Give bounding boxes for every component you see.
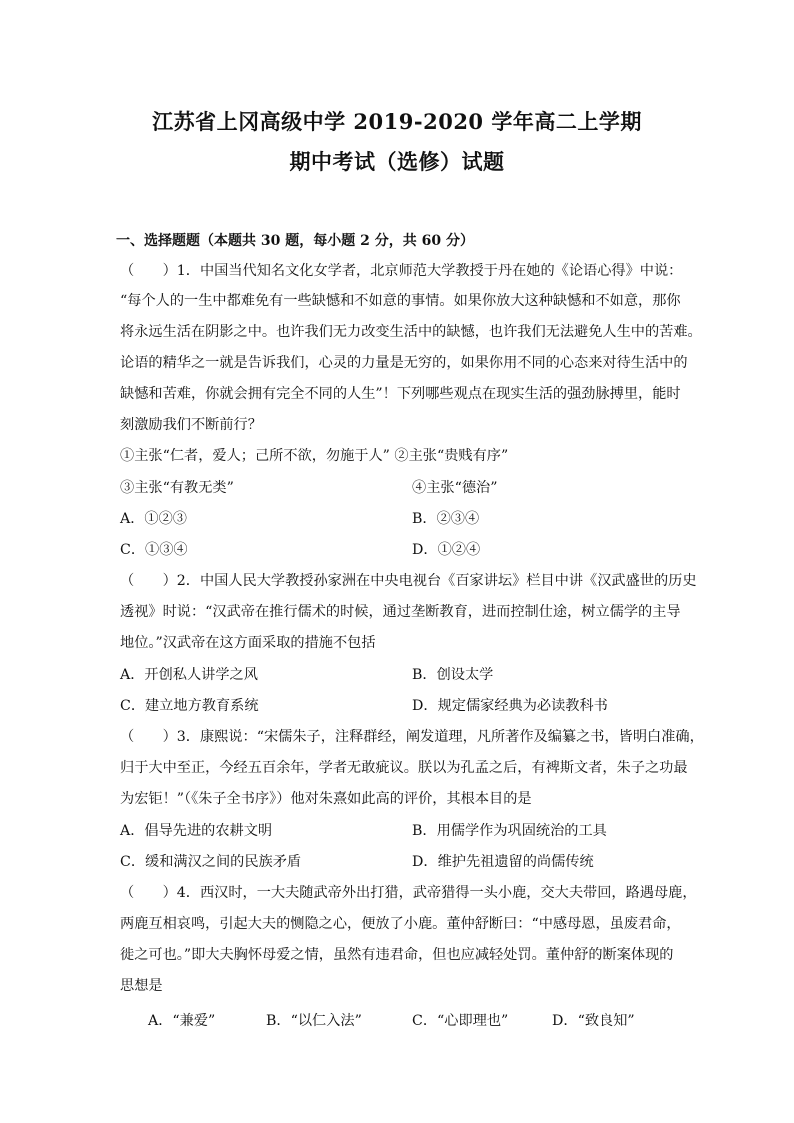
question-2-line: 地位。”汉武帝在这方面采取的措施不包括 [120, 635, 376, 651]
question-4-line: 徙之可也。”即大夫胸怀母爱之情，虽然有违君命，但也应减轻处罚。董仲舒的断案体现的 [120, 947, 674, 963]
question-3-option-a: A．倡导先进的农耕文明 [120, 823, 273, 839]
question-1-line: 刻激励我们不断前行？ [120, 417, 262, 433]
question-2-option-b: B．创设太学 [412, 667, 494, 683]
question-1-line: 论语的精华之一就是告诉我们，心灵的力量是无穷的，如果你用不同的心态来对待生活中的 [120, 355, 688, 371]
question-2-option-c: C．建立地方教育系统 [120, 698, 259, 714]
question-4-option-a: A．“兼爱” [148, 1013, 216, 1029]
question-4-option-c: C．“心即理也” [412, 1013, 509, 1029]
question-1-line: 缺憾和苦难，你就会拥有完全不同的人生”！下列哪些观点在现实生活的强劲脉搏里，能时 [120, 386, 681, 402]
question-1-line: （ ）1．中国当代知名文化女学者，北京师范大学教授于丹在她的《论语心得》中说： [120, 263, 683, 279]
question-2-line: 透视》时说：“汉武帝在推行儒术的时候，通过垄断教育，进而控制仕途，树立儒学的主导 [120, 604, 681, 620]
question-2-line: （ ）2．中国人民大学教授孙家洲在中央电视台《百家讲坛》栏目中讲《汉武盛世的历史 [120, 573, 697, 589]
question-3-option-b: B．用儒学作为巩固统治的工具 [412, 823, 607, 839]
question-1-option-b: B．②③④ [412, 511, 480, 527]
question-1-option-a: A．①②③ [120, 511, 187, 527]
question-3-option-d: D．维护先祖遗留的尚儒传统 [412, 854, 594, 870]
question-1-option-d: D．①②④ [412, 542, 481, 558]
question-4-option-d: D．“致良知” [552, 1013, 635, 1029]
question-3-line: 归于大中至正，今经五百余年，学者无敢疵议。朕以为孔孟之后，有裨斯文者，朱子之功最 [120, 760, 688, 776]
question-4-option-b: B．“以仁入法” [266, 1013, 362, 1029]
question-1-line: “每个人的一生中都难免有一些缺憾和不如意的事情。如果你放大这种缺憾和不如意，那你 [120, 293, 681, 309]
question-2-option-a: A．开创私人讲学之风 [120, 667, 258, 683]
section-header: 一、选择题题（本题共 30 题，每小题 2 分，共 60 分） [116, 233, 474, 249]
exam-title: 江苏省上冈高级中学 2019-2020 学年高二上学期 [152, 109, 642, 134]
question-1-line: 将永远生活在阴影之中。也许我们无力改变生活中的缺憾，也许我们无法避免人生中的苦难。 [120, 324, 702, 340]
question-2-option-d: D．规定儒家经典为必读教科书 [412, 698, 608, 714]
question-3-line: （ ）3．康熙说：“宋儒朱子，注释群经，阐发道理，凡所著作及编纂之书，皆明白准确， [120, 729, 704, 745]
question-1-option-c: C．①③④ [120, 542, 188, 558]
question-1-statement-4: ④主张“德治” [412, 480, 498, 496]
question-4-line: 思想是 [120, 978, 163, 994]
exam-subtitle: 期中考试（选修）试题 [289, 149, 505, 174]
question-3-line: 为宏钜！”（《朱子全书序》）他对朱熹如此高的评价，其根本目的是 [120, 791, 532, 807]
question-3-option-c: C．缓和满汉之间的民族矛盾 [120, 854, 302, 870]
question-1-statement-3: ③主张“有教无类” [120, 480, 234, 496]
question-4-line: 两鹿互相哀鸣，引起大夫的恻隐之心，便放了小鹿。董仲舒断曰：“中感母恩，虽废君命， [120, 916, 681, 932]
question-4-line: （ ）4．西汉时，一大夫随武帝外出打猎，武帝猎得一头小鹿，交大夫带回，路遇母鹿， [120, 885, 697, 901]
question-1-statements: ①主张“仁者，爱人；己所不欲，勿施于人” ②主张“贵贱有序” [120, 448, 509, 464]
